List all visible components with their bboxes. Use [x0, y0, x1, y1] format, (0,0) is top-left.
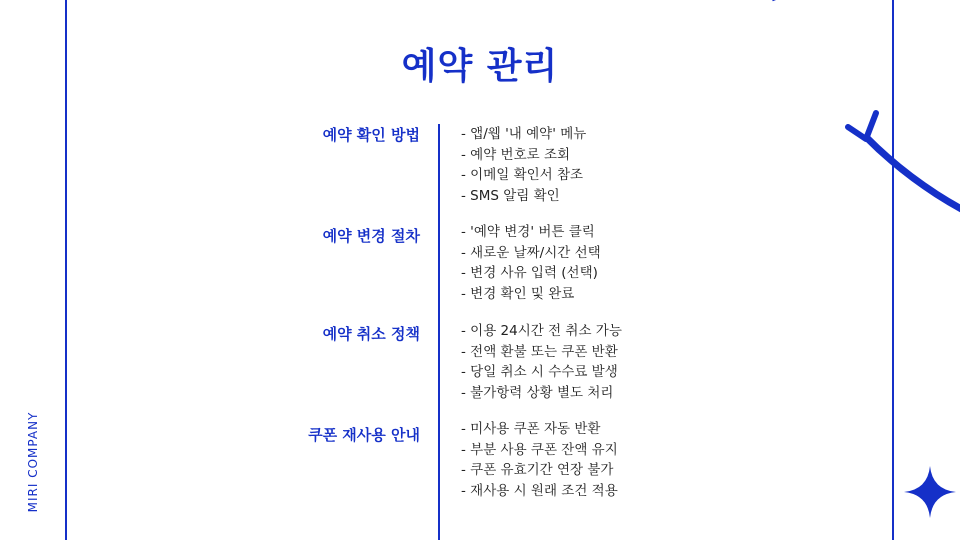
- list-item: - '예약 변경' 버튼 클릭: [461, 224, 595, 240]
- list-item: - 전액 환불 또는 쿠폰 반환: [461, 343, 618, 360]
- vertical-divider: [438, 124, 440, 540]
- list-item: - 이용 24시간 전 취소 가능: [461, 323, 622, 339]
- list-item: - 재사용 시 원래 조건 적용: [461, 482, 618, 499]
- arc-arrow-icon: [848, 113, 876, 139]
- list-item: - 예약 번호로 조회: [461, 146, 571, 163]
- brand-name: MIRI COMPANY: [26, 411, 40, 513]
- list-item: - 새로운 날짜/시간 선택: [461, 244, 601, 261]
- list-item: - 미사용 쿠폰 자동 반환: [461, 421, 601, 437]
- section-label-coupon-reuse: 쿠폰 재사용 안내: [308, 426, 420, 444]
- list-item: - 불가항력 상황 별도 처리: [461, 384, 614, 401]
- section-label-reservation-check: 예약 확인 방법: [322, 126, 420, 144]
- section-label-cancel-policy: 예약 취소 정책: [322, 325, 420, 343]
- list-item: - 앱/웹 '내 예약' 메뉴: [461, 126, 587, 142]
- section-list-cancel-policy: [461, 321, 622, 403]
- list-item: - 변경 사유 입력 (선택): [461, 265, 598, 281]
- list-item: - 쿠폰 유효기간 연장 불가: [461, 462, 614, 478]
- section-label-reservation-change: 예약 변경 절차: [322, 227, 420, 245]
- list-item: - 변경 확인 및 완료: [461, 285, 575, 302]
- list-item: - 이메일 확인서 참조: [461, 167, 584, 183]
- section-list-coupon-reuse: [461, 419, 618, 501]
- sparkle-icon: [904, 466, 956, 518]
- section-list-reservation-check: [461, 124, 586, 206]
- page-title: 예약 관리: [401, 46, 559, 87]
- section-list-reservation-change: [461, 222, 601, 304]
- list-item: - 당일 취소 시 수수료 발생: [461, 364, 618, 380]
- list-item: - SMS 알림 확인: [461, 187, 560, 204]
- list-item: - 부분 사용 쿠폰 잔액 유지: [461, 441, 618, 458]
